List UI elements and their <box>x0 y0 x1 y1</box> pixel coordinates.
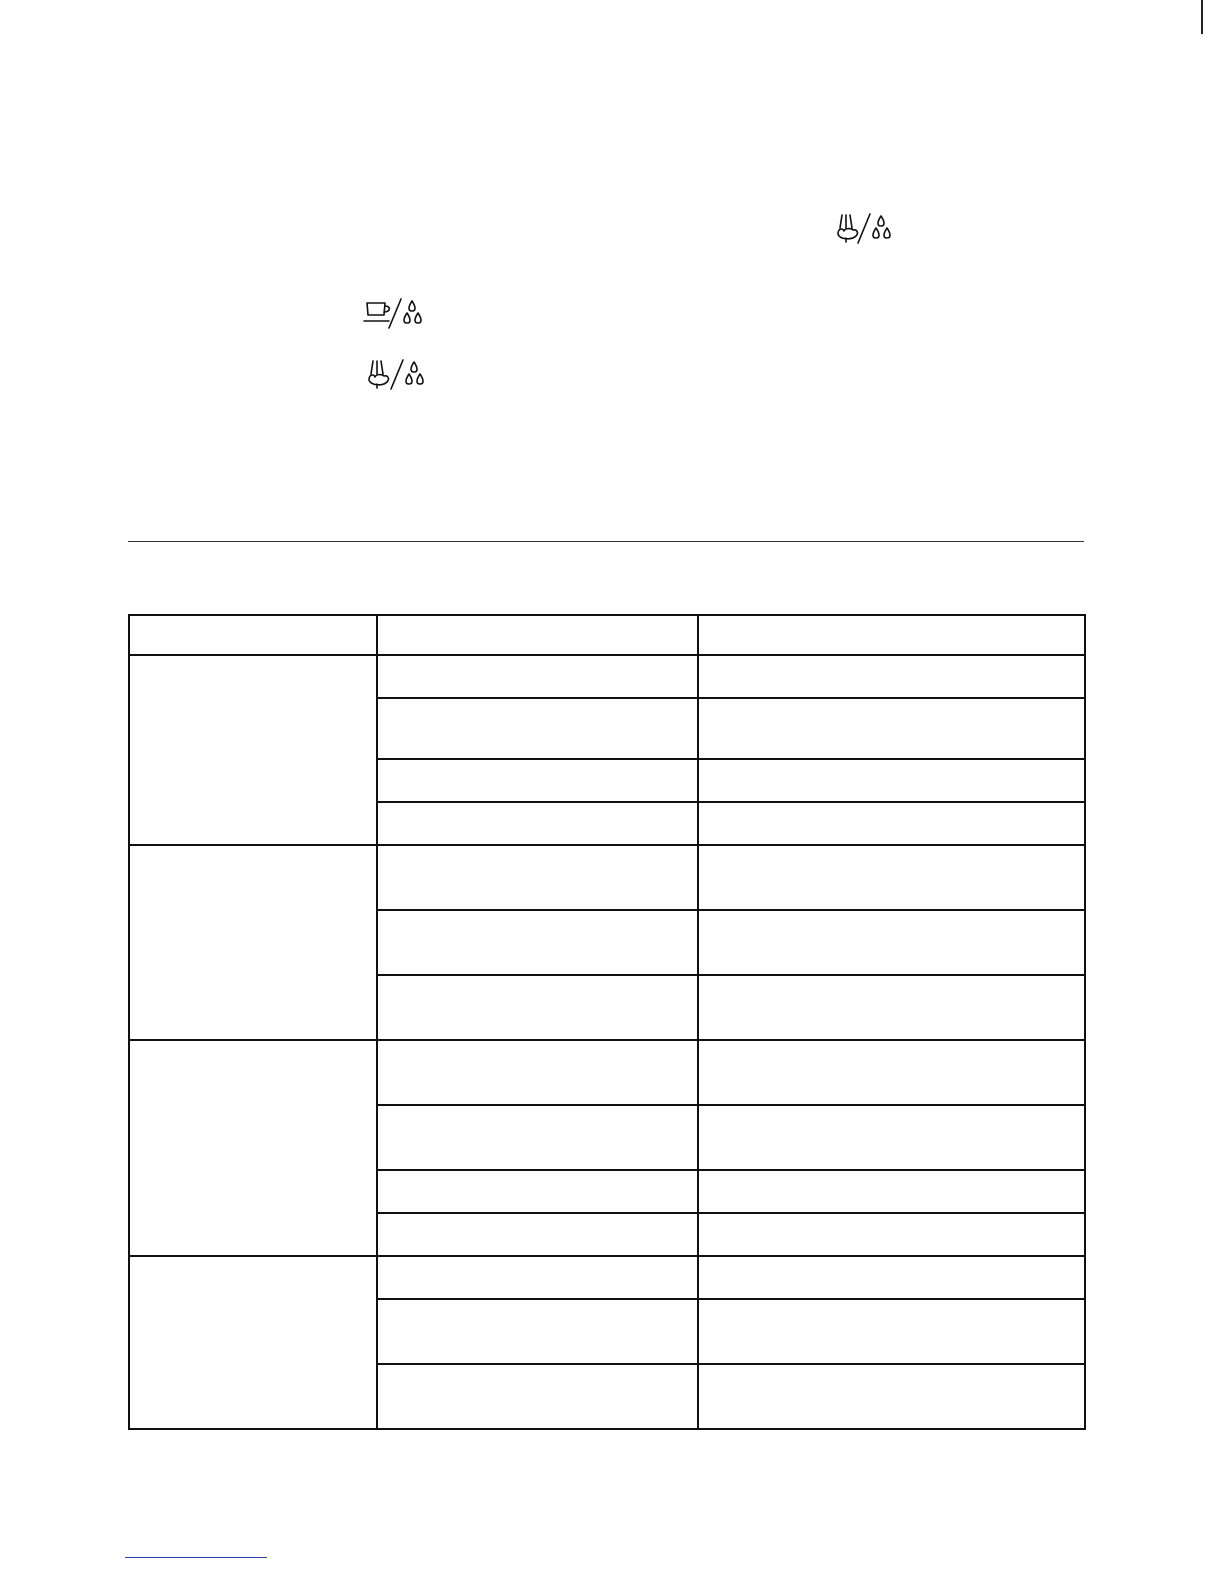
remedy-cell <box>698 655 1085 698</box>
table-row <box>129 655 1085 698</box>
troubleshooting-table <box>128 614 1086 1430</box>
cause-cell <box>377 655 698 698</box>
remedy-cell <box>698 698 1085 759</box>
steam-slash-water-icon <box>367 358 429 392</box>
cause-cell <box>377 1040 698 1105</box>
table-row <box>129 845 1085 910</box>
remedy-cell <box>698 1170 1085 1213</box>
table-header-row <box>129 615 1085 655</box>
steam-slash-water-icon <box>836 212 894 246</box>
cause-cell <box>377 1364 698 1429</box>
cause-cell <box>377 1105 698 1170</box>
remedy-cell <box>698 1213 1085 1256</box>
remedy-cell <box>698 1256 1085 1299</box>
section-divider <box>128 541 1084 542</box>
problem-cell <box>129 1256 377 1429</box>
cause-cell <box>377 1299 698 1364</box>
header-cause <box>377 615 698 655</box>
remedy-cell <box>698 1040 1085 1105</box>
remedy-cell <box>698 759 1085 802</box>
link-underline[interactable] <box>125 1557 267 1558</box>
problem-cell <box>129 845 377 1040</box>
cause-cell <box>377 845 698 910</box>
remedy-cell <box>698 910 1085 975</box>
remedy-cell <box>698 802 1085 845</box>
table-row <box>129 1256 1085 1299</box>
cause-cell <box>377 910 698 975</box>
cause-cell <box>377 1213 698 1256</box>
cause-cell <box>377 802 698 845</box>
remedy-cell <box>698 1105 1085 1170</box>
remedy-cell <box>698 1364 1085 1429</box>
problem-cell <box>129 655 377 845</box>
remedy-cell <box>698 1299 1085 1364</box>
page-edge-line <box>1201 0 1203 34</box>
cause-cell <box>377 1170 698 1213</box>
remedy-cell <box>698 845 1085 910</box>
header-remedy <box>698 615 1085 655</box>
cause-cell <box>377 759 698 802</box>
remedy-cell <box>698 975 1085 1040</box>
header-problem <box>129 615 377 655</box>
cause-cell <box>377 698 698 759</box>
coffee-cup-slash-water-icon <box>363 297 425 331</box>
table-row <box>129 1040 1085 1105</box>
problem-cell <box>129 1040 377 1256</box>
cause-cell <box>377 1256 698 1299</box>
cause-cell <box>377 975 698 1040</box>
